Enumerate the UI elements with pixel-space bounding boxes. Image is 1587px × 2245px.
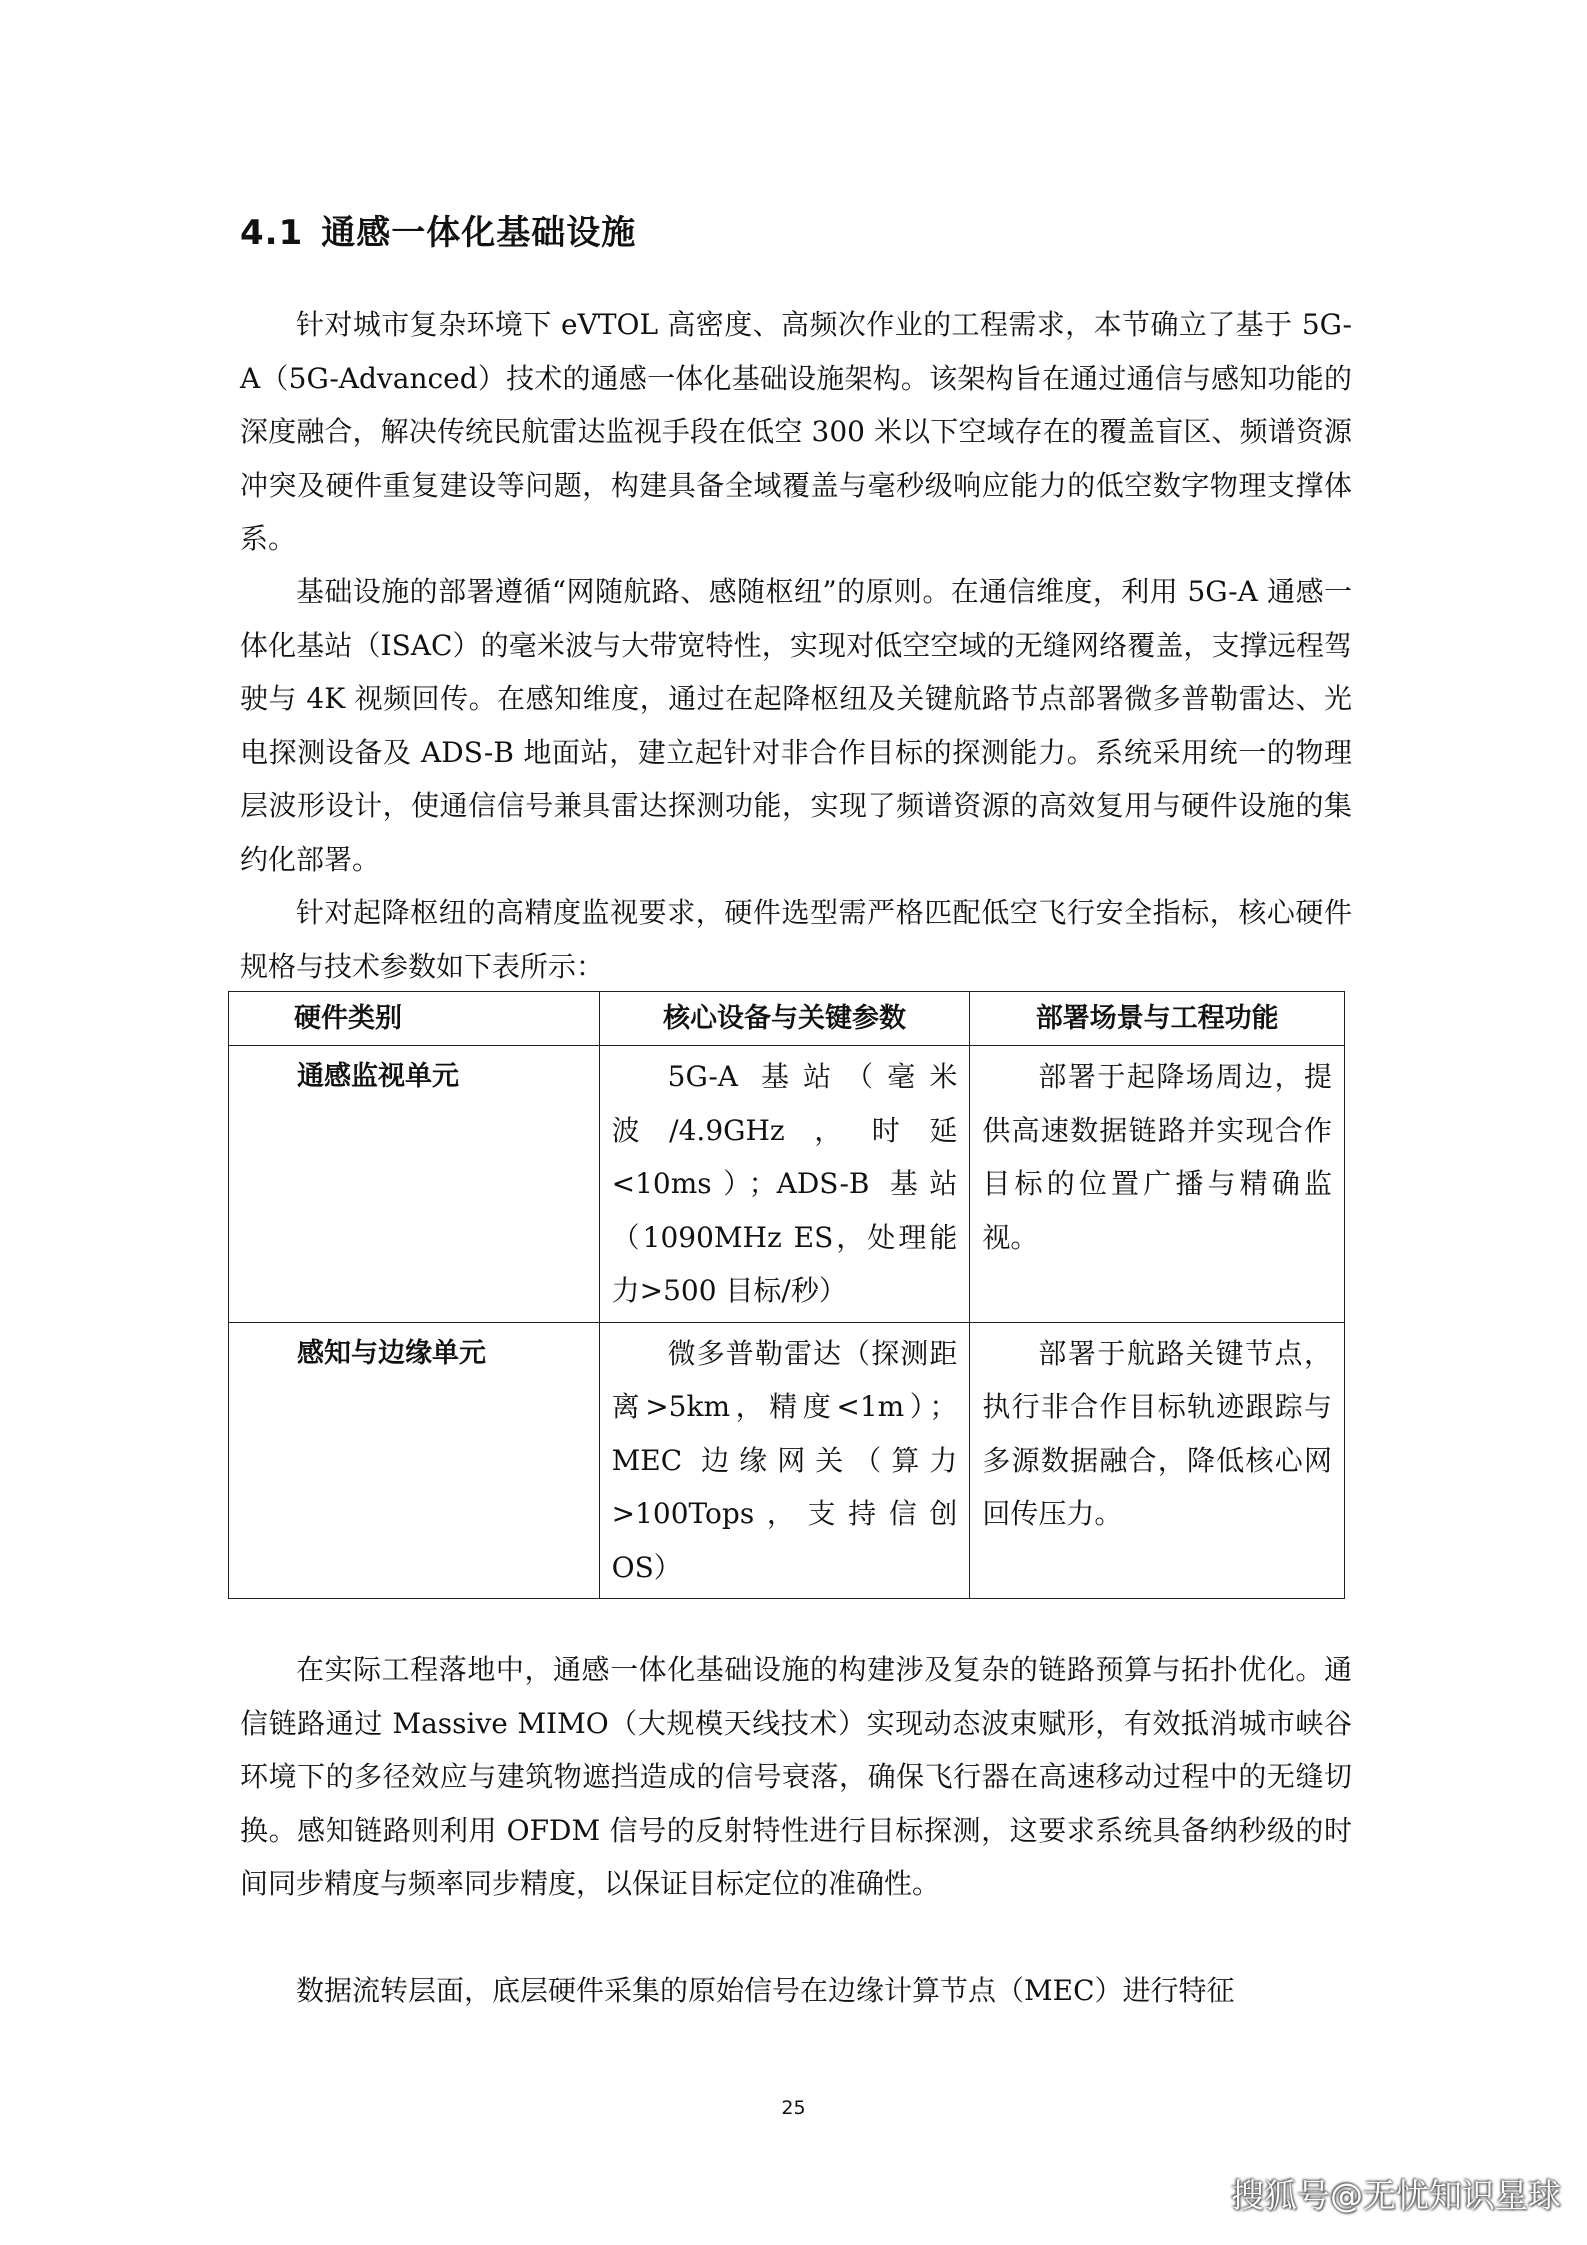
table-header-cell: 硬件类别 — [229, 992, 600, 1046]
table-row — [229, 1046, 1345, 1323]
hardware-category-cell: 通感监视单元 — [229, 1046, 600, 1323]
section-number: 4.1 — [240, 213, 304, 253]
section-title: 通感一体化基础设施 — [321, 213, 637, 253]
device-params-cell: 5G-A 基站（毫米波/4.9GHz，时延<10ms）；ADS-B 基站（1090MHz ES，处理能力>500 目标/秒） — [599, 1046, 970, 1323]
table-header-row — [229, 992, 1345, 1046]
page-number: 25 — [781, 2097, 806, 2119]
body-paragraph: 在实际工程落地中，通感一体化基础设施的构建涉及复杂的链路预算与拓扑优化。通信链路通过 Massive MIMO（大规模天线技术）实现动态波束赋形，有效抵消城市峡谷环境下的多径效应与建筑物遮挡造成的信号衰落，确保飞行器在高速移动过程中的无缝切换。感知链路则利用 OFDM 信号的反射特性进行目标探测，这要求系统具备纳秒级的时间同步精度与频率同步精度，以保证目标定位的准确性。 — [240, 1653, 1352, 1900]
body-paragraph: 针对起降枢纽的高精度监视要求，硬件选型需严格匹配低空飞行安全指标，核心硬件规格与技术参数如下表所示： — [240, 896, 1352, 983]
body-paragraph: 基础设施的部署遵循“网随航路、感随枢纽”的原则。在通信维度，利用 5G-A 通感一体化基站（ISAC）的毫米波与大带宽特性，实现对低空空域的无缝网络覆盖，支撑远程驾驶与 4K 视频回传。在感知维度，通过在起降枢纽及关键航路节点部署微多普勒雷达、光电探测设备及 ADS-B 地面站，建立起针对非合作目标的探测能力。系统采用统一的物理层波形设计，使通信信号兼具雷达探测功能，实现了频谱资源的高效复用与硬件设施的集约化部署。 — [240, 575, 1352, 876]
hardware-spec-table — [228, 991, 1345, 1599]
table-row — [229, 1322, 1345, 1599]
hardware-category-cell: 感知与边缘单元 — [229, 1322, 600, 1599]
section-heading — [240, 205, 636, 254]
table-header-cell: 部署场景与工程功能 — [970, 992, 1345, 1046]
device-params-cell: 微多普勒雷达（探测距离>5km，精度<1m）；MEC 边缘网关（算力>100Tops，支持信创 OS） — [599, 1322, 970, 1599]
body-paragraph: 针对城市复杂环境下 eVTOL 高密度、高频次作业的工程需求，本节确立了基于 5G-A（5G-Advanced）技术的通感一体化基础设施架构。该架构旨在通过通信与感知功能的深度融合，解决传统民航雷达监视手段在低空 300 米以下空域存在的覆盖盲区、频谱资源冲突及硬件重复建设等问题，构建具备全域覆盖与毫秒级响应能力的低空数字物理支撑体系。 — [240, 308, 1352, 555]
body-paragraph: 数据流转层面，底层硬件采集的原始信号在边缘计算节点（MEC）进行特征 — [296, 1974, 1235, 2007]
table-header-cell: 核心设备与关键参数 — [599, 992, 970, 1046]
source-watermark: 搜狐号@无忧知识星球 — [1231, 2176, 1561, 2215]
deployment-function-cell: 部署于航路关键节点，执行非合作目标轨迹跟踪与多源数据融合，降低核心网回传压力。 — [970, 1322, 1345, 1599]
deployment-function-cell: 部署于起降场周边，提供高速数据链路并实现合作目标的位置广播与精确监视。 — [970, 1046, 1345, 1323]
